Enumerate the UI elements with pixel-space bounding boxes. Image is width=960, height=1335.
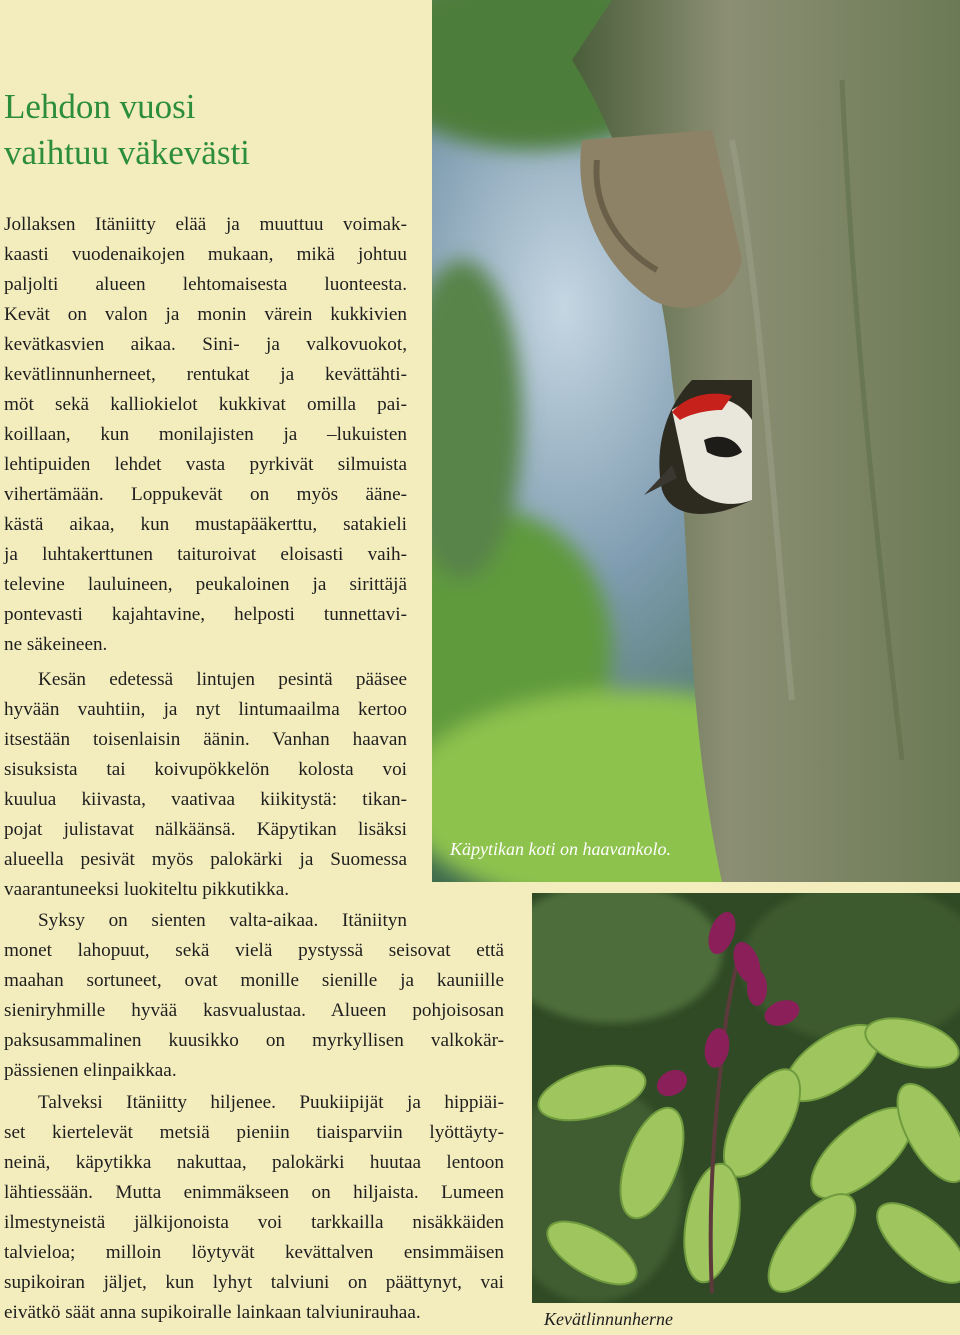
woodpecker-photo [432,0,960,882]
body-line: maahan sortuneet, ovat monille sienille ja kauniille [4,970,504,991]
body-line: paksusammalinen kuusikko on myrkyllisen valkokär- [4,1030,504,1051]
article-title [4,84,424,176]
body-line: ilmestyneistä jälkijonoista voi tarkkailla nisäkkäiden [4,1212,504,1233]
body-line: Kevät on valon ja monin värein kukkivien [4,304,407,325]
body-line: lehtipuiden lehdet vasta pyrkivät silmuista [4,454,407,475]
flower-illustration [532,893,960,1303]
body-line: sieniryhmille hyvää kasvualustaa. Alueen pohjoisosan [4,1000,504,1021]
body-line: Syksy on sienten valta-aikaa. Itäniityn [38,910,407,931]
body-line: set kiertelevät metsiä pieniin tiaisparviin lyöttäyty- [4,1122,504,1143]
body-line: vaarantuneeksi luokiteltu pikkutikka. [4,879,290,900]
body-line: Jollaksen Itäniitty elää ja muuttuu voimak- [4,214,407,235]
body-line: möt sekä kalliokielot kukkivat omilla pai- [4,394,407,415]
body-line: eivätkö säät anna supikoiralle lainkaan talviunirauhaa. [4,1302,421,1323]
woodpecker-caption: Käpytikan koti on haavankolo. [450,839,671,859]
body-line: hyvään vauhtiin, ja nyt lintumaailma kertoo [4,699,407,720]
body-line: alueella pesivät myös palokärki ja Suomessa [4,849,407,870]
body-line: kaasti vuodenaikojen mukaan, mikä johtuu [4,244,407,265]
body-line: ja luhtakerttunen taituroivat eloisasti vaih- [4,544,407,565]
body-line: kevätlinnunherneet, rentukat ja kevättähti- [4,364,407,385]
title-line-2: vaihtuu väkevästi [4,133,250,172]
body-line: kevätkasvien aikaa. Sini- ja valkovuokot, [4,334,407,355]
body-line: sisuksista tai koivupökkelön kolosta voi [4,759,407,780]
body-line: kuulua kiivasta, vaativaa kiikitystä: tikan- [4,789,407,810]
body-line: Kesän edetessä lintujen pesintä pääsee [38,669,407,690]
body-line: pontevasti kajahtavine, helposti tunnettavi- [4,604,407,625]
flower-caption: Kevätlinnunherne [544,1309,673,1329]
body-line: talvieloa; milloin löytyvät kevättalven ensimmäisen [4,1242,504,1263]
body-line: ne säkeineen. [4,634,108,655]
body-line: kästä aikaa, kun mustapääkerttu, satakieli [4,514,407,535]
title-line-1: Lehdon vuosi [4,87,196,126]
body-line: Talveksi Itäniitty hiljenee. Puukiipijät ja hippiäi- [38,1092,504,1113]
body-line: paljolti alueen lehtomaisesta luonteesta. [4,274,407,295]
body-line: televine lauluineen, peukaloinen ja sirittäjä [4,574,407,595]
body-line: vihertämään. Loppukevät on myös ääne- [4,484,407,505]
flower-photo [532,893,960,1303]
body-line: lähtiessään. Mutta enimmäkseen on hiljaista. Lumeen [4,1182,504,1203]
body-line: supikoiran jäljet, kun lyhyt talviuni on päättynyt, vai [4,1272,504,1293]
body-line: pässienen elinpaikkaa. [4,1060,177,1081]
body-line: monet lahopuut, sekä vielä pystyssä seisovat että [4,940,504,961]
woodpecker-illustration [432,0,960,882]
body-line: pojat julistavat nälkäänsä. Käpytikan lisäksi [4,819,407,840]
body-line: itsestään toisenlaisin äänin. Vanhan haavan [4,729,407,750]
body-line: neinä, käpytikka nakuttaa, palokärki huutaa lentoon [4,1152,504,1173]
body-line: koillaan, kun monilajisten ja –lukuisten [4,424,407,445]
